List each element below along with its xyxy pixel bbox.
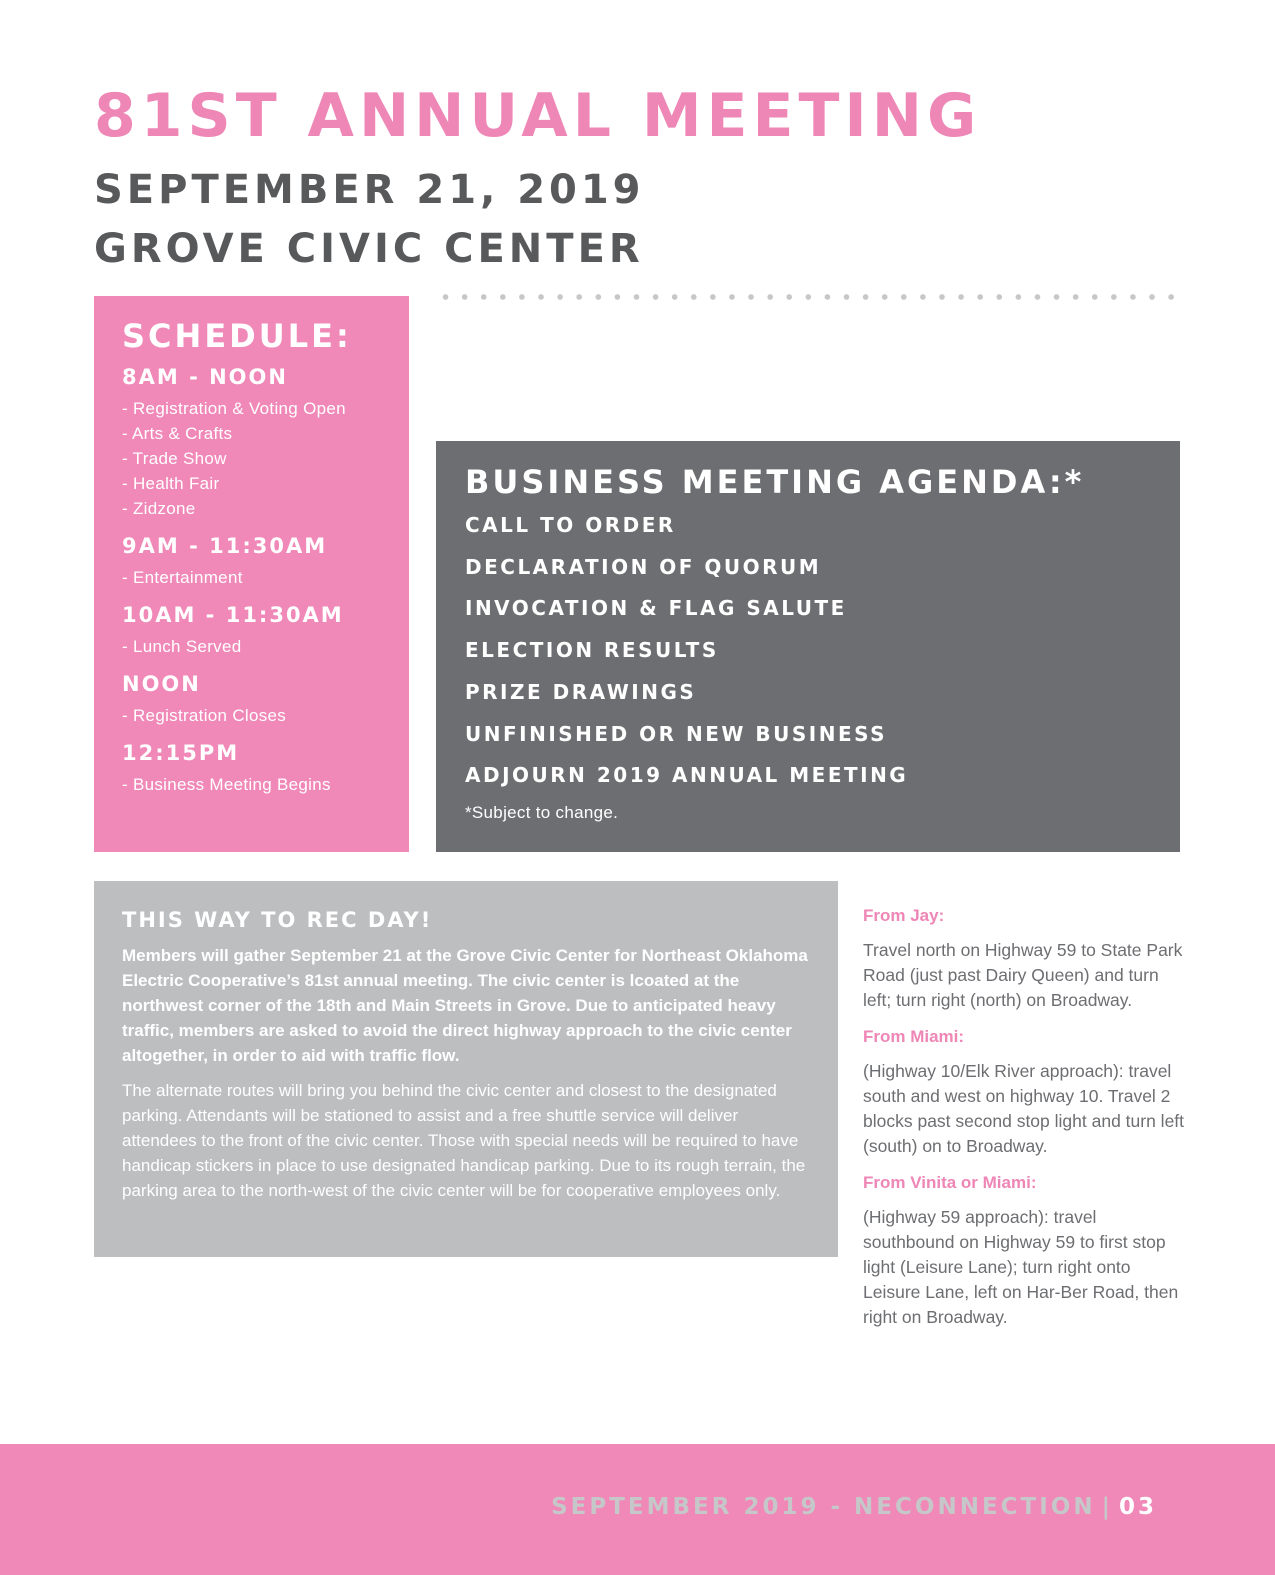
schedule-slot xyxy=(122,531,409,590)
event-venue: GROVE CIVIC CENTER xyxy=(94,226,644,272)
rec-day-lead-paragraph: Members will gather September 21 at the Grove Civic Center for Northeast Oklahoma Electric Cooperative’s 81st annual meeting. The civic center is lcoated at the northwest corner of the 18th and Main Streets in Grove. Due to anticipated heavy traffic, members are asked to avoid the direct highway approach to the civic center altogether, in order to aid with traffic flow. xyxy=(122,946,808,1065)
schedule-slot xyxy=(122,669,409,728)
footer-publication: SEPTEMBER 2019 - NECONNECTION xyxy=(551,1494,1096,1520)
direction-from-heading: From Jay: xyxy=(863,906,945,925)
dotted-divider xyxy=(436,294,1180,300)
schedule-slot xyxy=(122,738,409,797)
agenda-item: PRIZE DRAWINGS xyxy=(465,679,697,704)
schedule-time: 8AM - NOON xyxy=(122,365,288,389)
schedule-item: - Trade Show xyxy=(122,449,227,468)
schedule-time: 10AM - 11:30AM xyxy=(122,603,344,627)
page-number: 03 xyxy=(1118,1494,1157,1520)
schedule-item: - Registration & Voting Open xyxy=(122,399,346,418)
agenda-item: CALL TO ORDER xyxy=(465,513,676,537)
schedule-item: - Entertainment xyxy=(122,568,243,587)
rec-day-heading: THIS WAY TO REC DAY! xyxy=(122,908,433,932)
schedule-panel xyxy=(94,296,409,852)
schedule-item: - Registration Closes xyxy=(122,706,287,725)
event-date: SEPTEMBER 21, 2019 xyxy=(94,167,645,213)
agenda-note: *Subject to change. xyxy=(465,802,619,822)
rec-day-panel xyxy=(94,881,838,1257)
schedule-time: NOON xyxy=(122,672,201,696)
schedule-item: - Business Meeting Begins xyxy=(122,775,331,794)
page-footer xyxy=(0,1444,1275,1575)
footer-text xyxy=(551,1492,1157,1522)
agenda-item: INVOCATION & FLAG SALUTE xyxy=(465,596,847,621)
agenda-heading: BUSINESS MEETING AGENDA:* xyxy=(465,463,1085,501)
directions-column xyxy=(863,904,1188,1342)
agenda-item: ADJOURN 2019 ANNUAL MEETING xyxy=(465,763,909,788)
agenda-item: DECLARATION OF QUORUM xyxy=(465,554,822,579)
page-title: 81ST ANNUAL MEETING xyxy=(94,81,982,151)
schedule-slot xyxy=(122,600,409,659)
agenda-panel xyxy=(436,441,1180,852)
footer-separator: | xyxy=(1101,1494,1113,1520)
agenda-item: UNFINISHED OR NEW BUSINESS xyxy=(465,721,888,746)
direction-from-heading: From Miami: xyxy=(863,1027,965,1046)
direction-text: (Highway 10/Elk River approach): travel south and west on highway 10. Travel 2 blocks past second stop light and turn left (south) on to Broadway. xyxy=(863,1061,1185,1156)
schedule-time: 12:15PM xyxy=(122,741,240,765)
schedule-slot xyxy=(122,362,409,521)
schedule-item: - Arts & Crafts xyxy=(122,424,233,443)
schedule-item: - Lunch Served xyxy=(122,637,242,656)
rec-day-body-paragraph: The alternate routes will bring you behind the civic center and closest to the designated parking. Attendants will be stationed to assist and a free shuttle service will deliver attendees to the front of the civic center. Those with special needs will be required to have handicap stickers in place to use designated handicap parking. Due to its rough terrain, the parking area to the north-west of the civic center will be for cooperative employees only. xyxy=(122,1081,806,1200)
schedule-item: - Health Fair xyxy=(122,474,220,493)
direction-from-heading: From Vinita or Miami: xyxy=(863,1173,1037,1192)
schedule-heading: SCHEDULE: xyxy=(122,317,352,355)
schedule-time: 9AM - 11:30AM xyxy=(122,534,328,558)
agenda-item: ELECTION RESULTS xyxy=(465,638,719,663)
schedule-item: - Zidzone xyxy=(122,499,196,518)
direction-text: (Highway 59 approach): travel southbound on Highway 59 to first stop light (Leisure Lane); turn right onto Leisure Lane, left on Har-Ber Road, then right on Broadway. xyxy=(863,1207,1179,1327)
direction-text: Travel north on Highway 59 to State Park Road (just past Dairy Queen) and turn left; turn right (north) on Broadway. xyxy=(863,940,1183,1010)
